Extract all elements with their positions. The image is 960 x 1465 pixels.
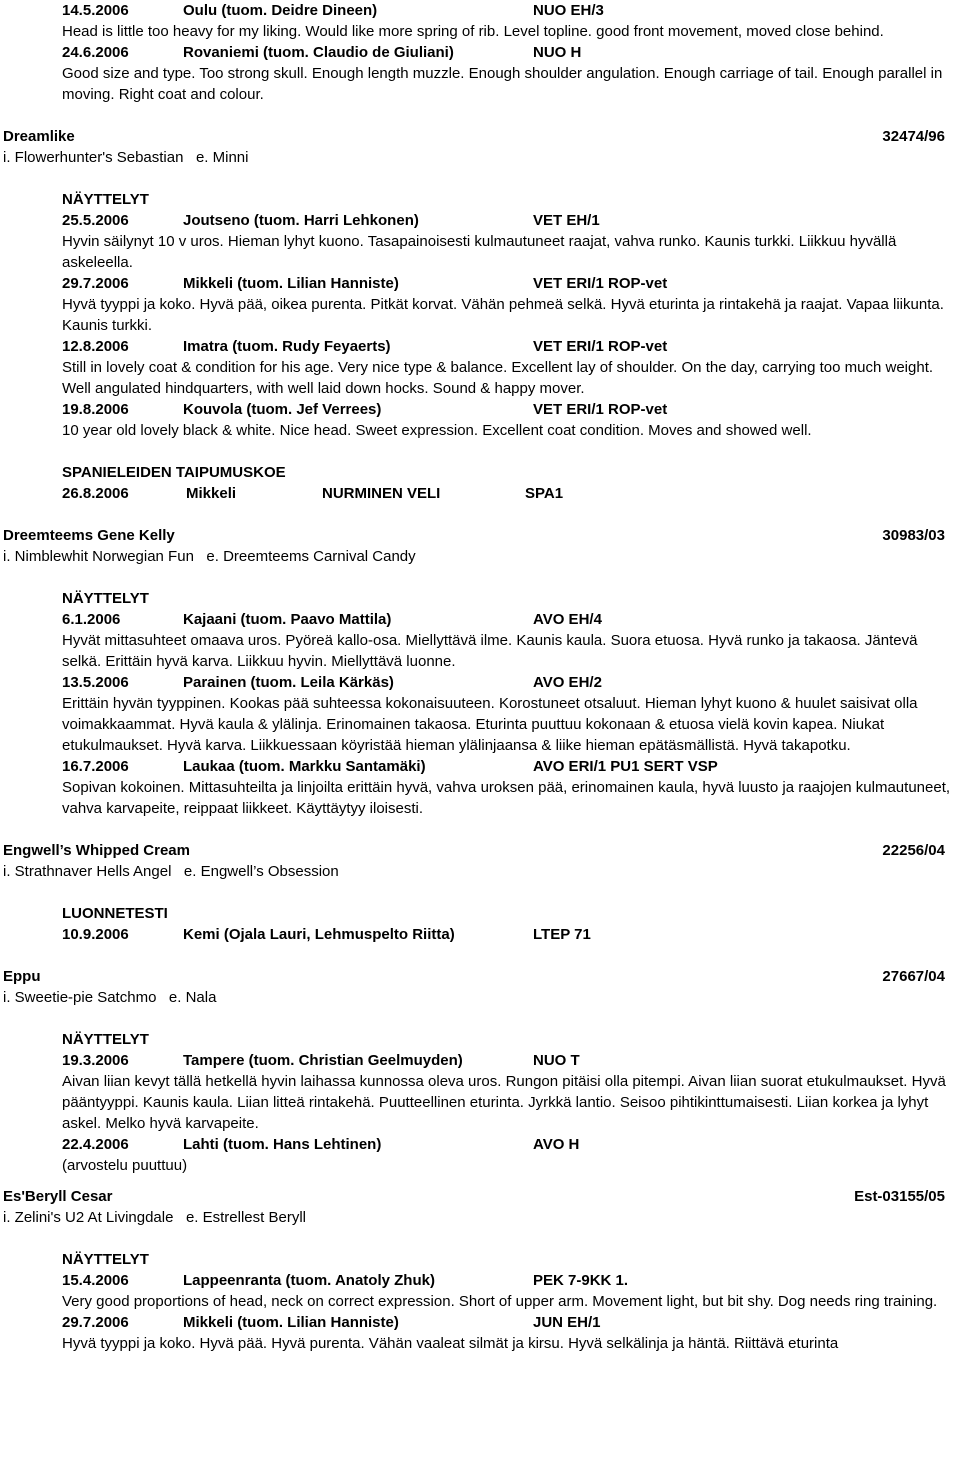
record-date: 22.4.2006 bbox=[62, 1136, 129, 1153]
section-heading: NÄYTTELYT bbox=[62, 1251, 149, 1268]
record-header bbox=[62, 0, 952, 21]
record-header bbox=[62, 672, 952, 693]
record-award: SPA1 bbox=[525, 485, 564, 502]
record-header bbox=[62, 273, 952, 294]
show-record bbox=[62, 609, 952, 672]
dog-header bbox=[3, 525, 945, 546]
dog-registration: Est-03155/05 bbox=[854, 1188, 945, 1205]
record-text: Still in lovely coat & condition for his age. Very nice type & balance. Excellent lay of shoulder. On the day, carrying too much weight. Well angulated hindquarters, with well laid down hocks. Sound & happy mover. bbox=[62, 359, 934, 397]
record-header bbox=[62, 924, 952, 945]
record-date: 26.8.2006 bbox=[62, 485, 129, 502]
dog-name: Es'Beryll Cesar bbox=[3, 1188, 113, 1205]
dog-header bbox=[3, 1186, 945, 1207]
dog-entry bbox=[3, 525, 945, 567]
record-header bbox=[62, 1050, 952, 1071]
record-award: VET ERI/1 ROP-vet bbox=[533, 338, 668, 355]
record-date: 19.8.2006 bbox=[62, 401, 129, 418]
dog-entry bbox=[3, 966, 945, 1008]
record-text: Hyvä tyyppi ja koko. Hyvä pää. Hyvä purenta. Vähän vaaleat silmät ja kirsu. Hyvä selkälinja ja häntä. Riittävä eturinta bbox=[62, 1335, 839, 1352]
dog-registration: 30983/03 bbox=[882, 527, 945, 544]
record-date: 12.8.2006 bbox=[62, 338, 129, 355]
record-header bbox=[62, 210, 952, 231]
record-text: (arvostelu puuttuu) bbox=[62, 1157, 188, 1174]
record-date: 6.1.2006 bbox=[62, 611, 121, 628]
show-record bbox=[62, 1134, 952, 1176]
dog-name: Dreamlike bbox=[3, 128, 75, 145]
record-place: Laukaa (tuom. Markku Santamäki) bbox=[183, 758, 426, 775]
show-record bbox=[62, 756, 952, 819]
dog-name: Engwell’s Whipped Cream bbox=[3, 842, 190, 859]
show-record bbox=[62, 1050, 952, 1134]
dog-parents: i. Sweetie-pie Satchmo e. Nala bbox=[3, 989, 217, 1006]
record-award: VET EH/1 bbox=[533, 212, 600, 229]
record-header bbox=[62, 336, 952, 357]
record-text: Hyvä tyyppi ja koko. Hyvä pää, oikea purenta. Pitkät korvat. Vähän pehmeä selkä. Hyvä eturinta ja rintakehä ja raajat. Vapaa liikunta. Kaunis turkki. bbox=[62, 296, 944, 334]
section-heading: NÄYTTELYT bbox=[62, 590, 149, 607]
record-date: 29.7.2006 bbox=[62, 1314, 129, 1331]
dog-parents: i. Zelini's U2 At Livingdale e. Estrellest Beryll bbox=[3, 1209, 306, 1226]
record-header bbox=[62, 399, 952, 420]
record-header bbox=[62, 42, 952, 63]
dog-entry bbox=[3, 840, 945, 882]
record-text: 10 year old lovely black & white. Nice head. Sweet expression. Excellent coat condition. Moves and showed well. bbox=[62, 422, 812, 439]
show-record bbox=[62, 336, 952, 399]
dog-header bbox=[3, 966, 945, 987]
record-place: Lappeenranta (tuom. Anatoly Zhuk) bbox=[183, 1272, 435, 1289]
record-place: Kajaani (tuom. Paavo Mattila) bbox=[183, 611, 392, 628]
record-date: 13.5.2006 bbox=[62, 674, 129, 691]
section-heading: LUONNETESTI bbox=[62, 905, 168, 922]
record-award: PEK 7-9KK 1. bbox=[533, 1272, 629, 1289]
record-judge: NURMINEN VELI bbox=[322, 485, 441, 502]
record-place: Lahti (tuom. Hans Lehtinen) bbox=[183, 1136, 382, 1153]
dog-entry bbox=[3, 1186, 945, 1228]
section-heading: NÄYTTELYT bbox=[62, 1031, 149, 1048]
record-date: 15.4.2006 bbox=[62, 1272, 129, 1289]
record-place: Mikkeli (tuom. Lilian Hanniste) bbox=[183, 1314, 399, 1331]
temperament-test-record bbox=[62, 924, 952, 945]
record-header bbox=[62, 1312, 952, 1333]
record-award: AVO ERI/1 PU1 SERT VSP bbox=[533, 758, 718, 775]
record-place: Oulu (tuom. Deidre Dineen) bbox=[183, 2, 378, 19]
dog-name: Eppu bbox=[3, 968, 41, 985]
record-award: AVO EH/2 bbox=[533, 674, 602, 691]
record-text: Very good proportions of head, neck on correct expression. Short of upper arm. Movement light, but bit shy. Dog needs ring training. bbox=[62, 1293, 938, 1310]
section-heading: SPANIELEIDEN TAIPUMUSKOE bbox=[62, 464, 286, 481]
dog-parents: i. Flowerhunter's Sebastian e. Minni bbox=[3, 149, 249, 166]
dog-header bbox=[3, 126, 945, 147]
record-award: AVO EH/4 bbox=[533, 611, 602, 628]
record-place: Mikkeli bbox=[186, 485, 237, 502]
record-header bbox=[62, 756, 952, 777]
record-place: Rovaniemi (tuom. Claudio de Giuliani) bbox=[183, 44, 454, 61]
show-record bbox=[62, 399, 952, 441]
record-text: Good size and type. Too strong skull. Enough length muzzle. Enough shoulder angulation. Enough carriage of tail. Enough parallel in moving. Right coat and colour. bbox=[62, 65, 943, 103]
record-place: Imatra (tuom. Rudy Feyaerts) bbox=[183, 338, 391, 355]
show-record bbox=[62, 273, 952, 336]
show-record bbox=[62, 1312, 952, 1354]
record-text: Head is little too heavy for my liking. Would like more spring of rib. Level topline. good front movement, moved close behind. bbox=[62, 23, 884, 40]
record-place: Parainen (tuom. Leila Kärkäs) bbox=[183, 674, 394, 691]
record-header bbox=[62, 1134, 952, 1155]
show-record bbox=[62, 1270, 952, 1312]
show-record bbox=[62, 0, 952, 42]
show-record bbox=[62, 42, 952, 105]
record-award: NUO EH/3 bbox=[533, 2, 604, 19]
dog-name: Dreemteems Gene Kelly bbox=[3, 527, 175, 544]
record-award: JUN EH/1 bbox=[533, 1314, 601, 1331]
dog-parents: i. Strathnaver Hells Angel e. Engwell’s Obsession bbox=[3, 863, 339, 880]
dog-entry bbox=[3, 126, 945, 168]
record-header bbox=[62, 609, 952, 630]
record-place: Joutseno (tuom. Harri Lehkonen) bbox=[183, 212, 419, 229]
record-award: AVO H bbox=[533, 1136, 580, 1153]
dog-registration: 22256/04 bbox=[882, 842, 945, 859]
record-text: Hyvät mittasuhteet omaava uros. Pyöreä kallo-osa. Miellyttävä ilme. Kaunis kaula. Suora etuosa. Hyvä runko ja takaosa. Jäntevä selkä. Erittäin hyvä karva. Liikkuu hyvin. Miellyttävä luonne. bbox=[62, 632, 918, 670]
record-date: 24.6.2006 bbox=[62, 44, 129, 61]
record-header bbox=[62, 1270, 952, 1291]
record-date: 29.7.2006 bbox=[62, 275, 129, 292]
record-award: VET ERI/1 ROP-vet bbox=[533, 275, 668, 292]
dog-header bbox=[3, 840, 945, 861]
show-record bbox=[62, 672, 952, 756]
dog-registration: 27667/04 bbox=[882, 968, 945, 985]
record-date: 16.7.2006 bbox=[62, 758, 129, 775]
record-place: Kouvola (tuom. Jef Verrees) bbox=[183, 401, 382, 418]
record-text: Erittäin hyvän tyyppinen. Kookas pää suhteessa kokonaisuuteen. Korostuneet otsaluut. Hieman lyhyt kuono & huulet saisivat olla voimakkaammat. Hyvä kaula & ylälinja. Erinomainen takaosa. Eturinta puuttuu kokonaan & etuosa vielä kovin kapea. Niukat etukulmaukset. Hyvä karva. Liikkuessaan köyristää hieman ylälinjaansa & liike hieman epätäsmällistä. Hyvä takapotku. bbox=[62, 695, 918, 754]
record-date: 19.3.2006 bbox=[62, 1052, 129, 1069]
record-date: 25.5.2006 bbox=[62, 212, 129, 229]
show-record bbox=[62, 210, 952, 273]
record-text: Aivan liian kevyt tällä hetkellä hyvin laihassa kunnossa oleva uros. Rungon pitäisi olla pitempi. Aivan liian suorat etukulmaukset. Hyvä pääntyyppi. Kaunis kaula. Liian litteä rintakehä. Puutteellinen eturinta. Jyrkkä lantio. Seisoo pihtikinttumaisesti. Liian korkea ja lyhyt askel. Melko hyvä karvapeite. bbox=[62, 1073, 946, 1132]
dog-registration: 32474/96 bbox=[882, 128, 945, 145]
record-text: Hyvin säilynyt 10 v uros. Hieman lyhyt kuono. Tasapainoisesti kulmautuneet raajat, vahva runko. Kaunis turkki. Liikkuu hyvällä askeleella. bbox=[62, 233, 897, 271]
record-date: 14.5.2006 bbox=[62, 2, 129, 19]
record-text: Sopivan kokoinen. Mittasuhteilta ja linjoilta erittäin hyvä, vahva uroksen pää, erinomainen kaula, hyvä luusto ja raajojen kulmautuneet, vahva karvapeite, reippaat liikkeet. Käyttäytyy iloisesti. bbox=[62, 779, 951, 817]
aptitude-test-record bbox=[62, 483, 960, 504]
section-heading: NÄYTTELYT bbox=[62, 191, 149, 208]
record-award: NUO H bbox=[533, 44, 582, 61]
record-award: LTEP 71 bbox=[533, 926, 591, 943]
dog-parents: i. Nimblewhit Norwegian Fun e. Dreemteems Carnival Candy bbox=[3, 548, 416, 565]
record-place: Tampere (tuom. Christian Geelmuyden) bbox=[183, 1052, 463, 1069]
record-place: Kemi (Ojala Lauri, Lehmuspelto Riitta) bbox=[183, 926, 455, 943]
record-award: NUO T bbox=[533, 1052, 580, 1069]
record-place: Mikkeli (tuom. Lilian Hanniste) bbox=[183, 275, 399, 292]
record-award: VET ERI/1 ROP-vet bbox=[533, 401, 668, 418]
record-date: 10.9.2006 bbox=[62, 926, 129, 943]
